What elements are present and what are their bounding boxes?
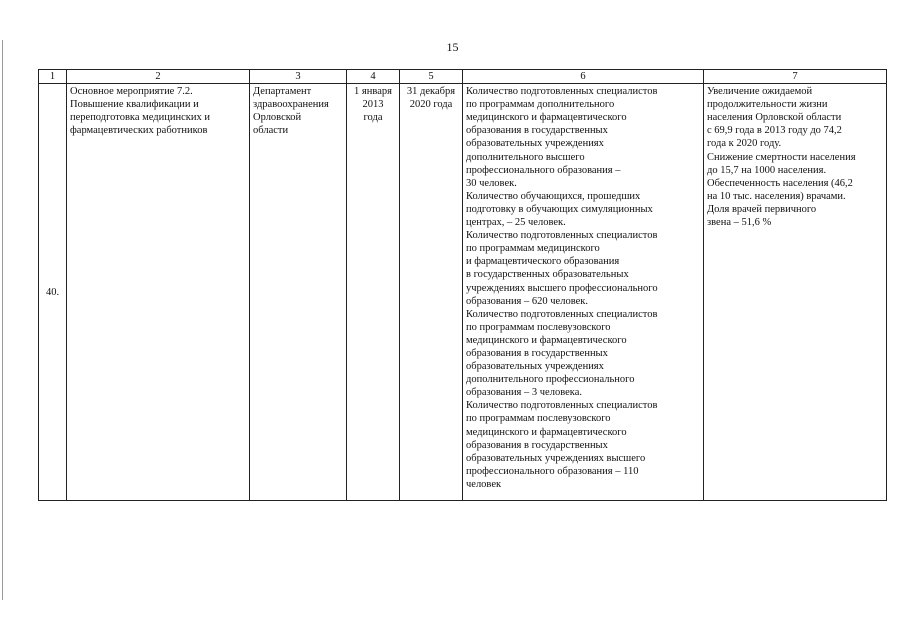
results-cell [704, 84, 887, 501]
end-date-cell [400, 84, 463, 501]
indicator-line: образования в государственных [466, 439, 608, 451]
indicator-line: образования в государственных [466, 125, 608, 137]
column-number-4: 4 [347, 70, 400, 84]
indicator-line: образовательных учреждениях [466, 361, 604, 373]
indicator-line: Количество подготовленных специалистов [466, 400, 658, 412]
start-date-line: года [363, 112, 383, 124]
result-line: Обеспеченность населения (46,2 [707, 177, 853, 189]
indicator-line: медицинского и фармацевтического [466, 112, 627, 124]
indicator-line: дополнительного высшего [466, 151, 585, 163]
indicator-line: центрах, – 25 человек. [466, 217, 566, 229]
result-line: года к 2020 году. [707, 138, 782, 150]
column-number-1: 1 [39, 70, 67, 84]
activity-line: Повышение квалификации и [70, 99, 199, 111]
indicator-line: Количество обучающихся, прошедших [466, 190, 641, 202]
result-line: звена – 51,6 % [707, 217, 772, 229]
indicator-line: Количество подготовленных специалистов [466, 230, 658, 242]
indicator-line: учреждениях высшего профессионального [466, 282, 658, 294]
activities-table [38, 69, 887, 501]
indicator-line: подготовку в обучающих симуляционных [466, 203, 653, 215]
result-line: с 69,9 года в 2013 году до 74,2 [707, 125, 842, 137]
result-line: Доля врачей первичного [707, 203, 817, 215]
activity-line: фармацевтических работников [70, 125, 208, 137]
indicator-line: по программам послевузовского [466, 413, 611, 425]
result-line: на 10 тыс. населения) врачами. [707, 190, 846, 202]
indicator-line: дополнительного профессионального [466, 374, 635, 386]
column-number-5: 5 [400, 70, 463, 84]
activity-line: Основное мероприятие 7.2. [70, 86, 193, 98]
column-number-7: 7 [704, 70, 887, 84]
indicator-line: профессионального образования – [466, 164, 621, 176]
executor-line: здравоохранения [253, 99, 329, 111]
indicator-line: образования – 3 человека. [466, 387, 582, 399]
column-number-6: 6 [463, 70, 704, 84]
indicator-line: образовательных учреждениях [466, 138, 604, 150]
executor-line: области [253, 125, 289, 137]
indicator-line: Количество подготовленных специалистов [466, 308, 658, 320]
indicator-line: медицинского и фармацевтического [466, 426, 627, 438]
table-row [39, 84, 887, 501]
indicator-line: Количество подготовленных специалистов [466, 86, 658, 98]
scan-left-edge-line [2, 40, 3, 600]
column-number-2: 2 [67, 70, 250, 84]
executor-line: Департамент [253, 86, 312, 98]
page-number: 15 [446, 40, 459, 54]
indicator-line: по программам дополнительного [466, 99, 615, 111]
start-date-line: 1 января [354, 86, 392, 98]
executor-line: Орловской [253, 112, 302, 124]
indicators-cell [463, 84, 704, 501]
result-line: Снижение смертности населения [707, 151, 856, 163]
end-date-line: 31 декабря [406, 86, 456, 98]
activity-line: переподготовка медицинских и [70, 112, 211, 124]
column-number-row [39, 70, 887, 84]
result-line: населения Орловской области [707, 112, 842, 124]
indicator-line: по программам послевузовского [466, 321, 611, 333]
indicator-line: образования в государственных [466, 347, 608, 359]
activity-cell [67, 84, 250, 501]
start-date-line: 2013 [362, 99, 384, 111]
indicator-line: в государственных образовательных [466, 269, 629, 281]
indicator-line: и фармацевтического образования [466, 256, 620, 268]
result-line: Увеличение ожидаемой [707, 86, 813, 98]
indicator-line: медицинского и фармацевтического [466, 334, 627, 346]
indicator-line: человек [466, 478, 502, 490]
result-line: продолжительности жизни [707, 99, 828, 111]
indicator-line: по программам медицинского [466, 243, 600, 255]
indicator-line: 30 человек. [466, 177, 517, 189]
indicator-line: профессионального образования – 110 [466, 465, 639, 477]
executor-cell [250, 84, 347, 501]
result-line: до 15,7 на 1000 населения. [707, 164, 827, 176]
end-date-line: 2020 года [409, 99, 453, 111]
column-number-3: 3 [250, 70, 347, 84]
indicator-line: образования – 620 человек. [466, 295, 588, 307]
indicator-line: образовательных учреждениях высшего [466, 452, 646, 464]
row-number: 40. [39, 84, 67, 501]
start-date-cell [347, 84, 400, 501]
